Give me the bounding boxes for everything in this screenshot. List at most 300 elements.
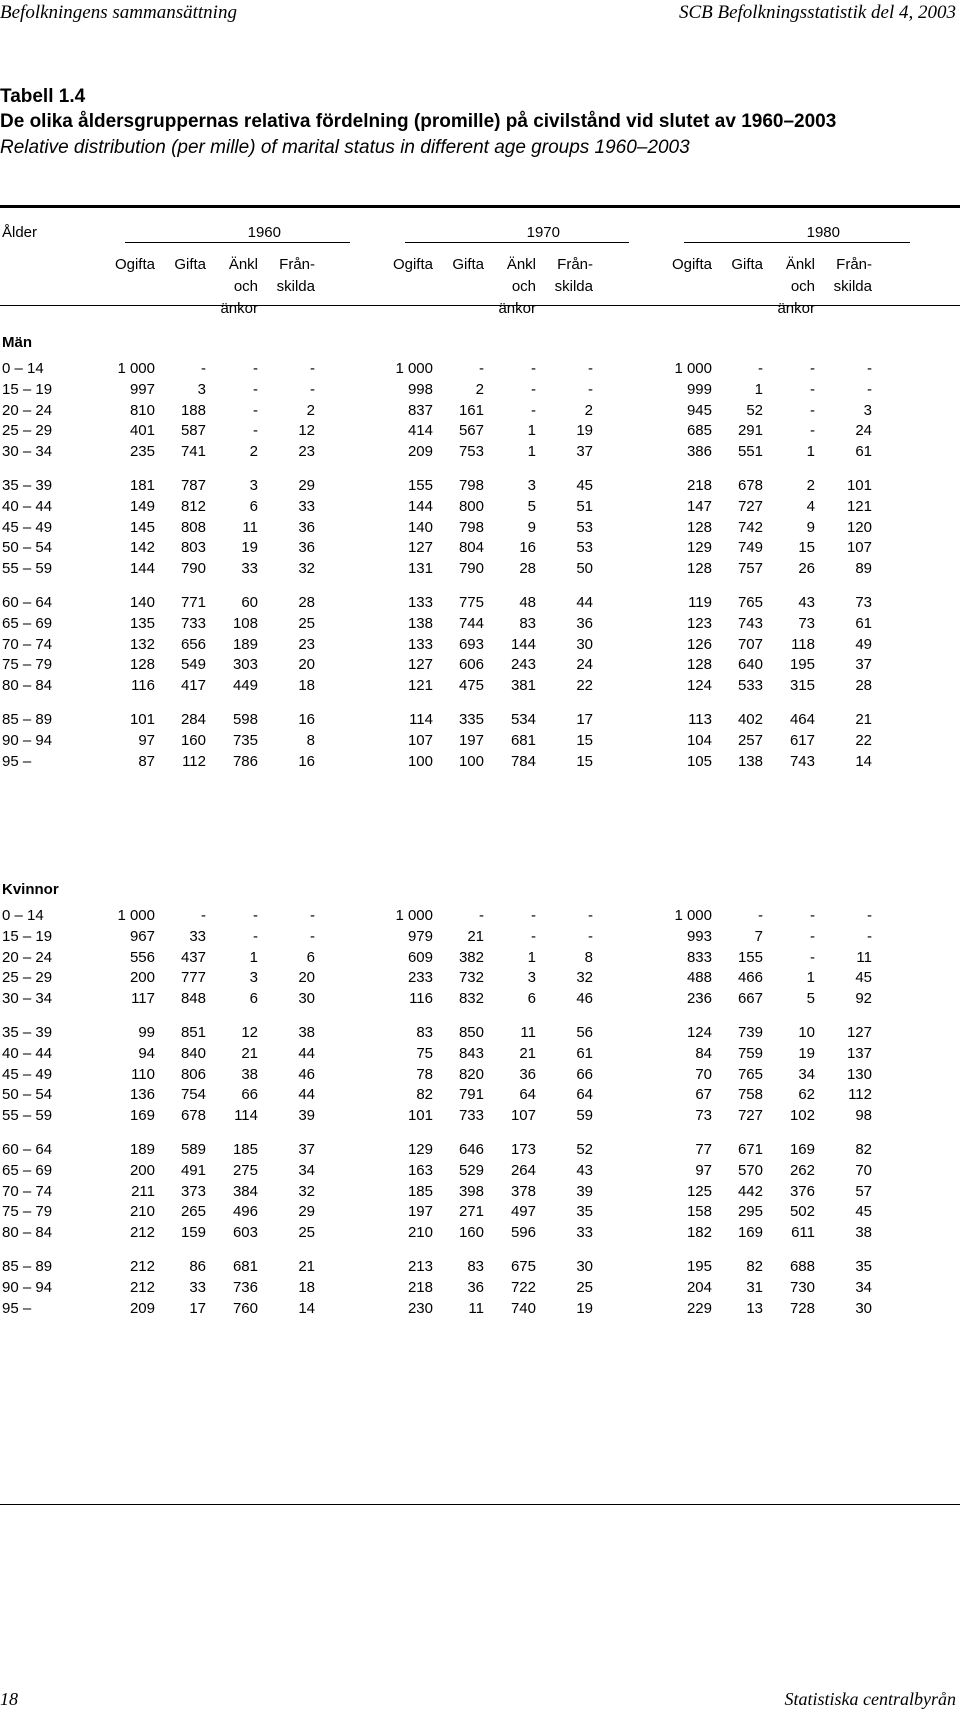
table-cell: -: [810, 907, 815, 924]
age-group-label: 20 – 24: [2, 949, 53, 966]
table-cell: 787: [180, 477, 206, 494]
table-cell: 48: [519, 594, 536, 611]
age-group-label: 60 – 64: [2, 594, 53, 611]
table-cell: 107: [510, 1107, 536, 1124]
table-cell: 235: [129, 443, 155, 460]
age-group-label: 85 – 89: [2, 711, 53, 728]
year-span-rule: [405, 242, 629, 243]
table-cell: 37: [855, 656, 872, 673]
table-cell: 18: [298, 1279, 315, 1296]
table-cell: 18: [298, 677, 315, 694]
table-cell: -: [201, 360, 206, 377]
column-header: Ogifta: [671, 256, 712, 273]
table-cell: 140: [407, 519, 433, 536]
age-group-label: 15 – 19: [2, 381, 53, 398]
table-cell: 13: [746, 1300, 763, 1317]
table-cell: 804: [458, 539, 484, 556]
table-cell: 128: [686, 560, 712, 577]
table-cell: 3: [527, 477, 536, 494]
table-cell: 681: [232, 1258, 258, 1275]
age-group-label: 40 – 44: [2, 498, 53, 515]
table-cell: 94: [138, 1045, 155, 1062]
table-cell: 12: [241, 1024, 258, 1041]
column-header: Änkl och änkor: [777, 256, 815, 317]
table-cell: 798: [458, 519, 484, 536]
table-cell: 533: [737, 677, 763, 694]
table-cell: 16: [298, 753, 315, 770]
year-header: 1970: [526, 224, 560, 241]
table-cell: 812: [180, 498, 206, 515]
section-title: Kvinnor: [2, 881, 59, 898]
column-header: Ogifta: [392, 256, 433, 273]
table-cell: 181: [129, 477, 155, 494]
table-cell: 212: [129, 1258, 155, 1275]
table-cell: 161: [458, 402, 484, 419]
table-cell: 83: [519, 615, 536, 632]
table-cell: -: [867, 360, 872, 377]
age-group-label: 65 – 69: [2, 615, 53, 632]
table-cell: 99: [138, 1024, 155, 1041]
table-cell: 197: [407, 1203, 433, 1220]
table-cell: 21: [519, 1045, 536, 1062]
table-cell: 136: [129, 1086, 155, 1103]
table-cell: 36: [576, 615, 593, 632]
table-cell: 32: [576, 969, 593, 986]
age-group-label: 80 – 84: [2, 1224, 53, 1241]
table-cell: 87: [138, 753, 155, 770]
table-cell: 163: [407, 1162, 433, 1179]
table-cell: 382: [458, 949, 484, 966]
table-cell: 23: [298, 636, 315, 653]
table-cell: 195: [686, 1258, 712, 1275]
table-cell: 17: [576, 711, 593, 728]
table-cell: 160: [458, 1224, 484, 1241]
table-cell: 754: [180, 1086, 206, 1103]
table-cell: 617: [789, 732, 815, 749]
table-cell: 39: [576, 1183, 593, 1200]
table-cell: 26: [798, 560, 815, 577]
table-cell: 596: [510, 1224, 536, 1241]
table-cell: 158: [686, 1203, 712, 1220]
table-cell: 11: [520, 1024, 536, 1041]
table-cell: 51: [576, 498, 593, 515]
table-cell: 14: [855, 753, 872, 770]
table-cell: 1: [527, 949, 536, 966]
table-cell: 100: [458, 753, 484, 770]
table-cell: 138: [737, 753, 763, 770]
column-header: Gifta: [452, 256, 484, 273]
table-cell: -: [253, 928, 258, 945]
table-cell: 32: [298, 560, 315, 577]
table-cell: 188: [180, 402, 206, 419]
table-cell: -: [588, 928, 593, 945]
table-cell: 466: [737, 969, 763, 986]
table-cell: 848: [180, 990, 206, 1007]
table-cell: 646: [458, 1141, 484, 1158]
table-cell: -: [810, 402, 815, 419]
table-cell: -: [253, 422, 258, 439]
table-cell: 160: [180, 732, 206, 749]
table-cell: 442: [737, 1183, 763, 1200]
table-cell: 34: [298, 1162, 315, 1179]
table-cell: 107: [407, 732, 433, 749]
table-cell: 999: [686, 381, 712, 398]
table-cell: 213: [407, 1258, 433, 1275]
table-cell: 124: [686, 1024, 712, 1041]
table-cell: 36: [467, 1279, 484, 1296]
table-cell: 7: [754, 928, 763, 945]
table-cell: 102: [789, 1107, 815, 1124]
age-group-label: 45 – 49: [2, 519, 53, 536]
table-cell: 38: [241, 1066, 258, 1083]
table-cell: 417: [180, 677, 206, 694]
table-cell: 21: [241, 1045, 258, 1062]
table-cell: 44: [298, 1086, 315, 1103]
table-cell: 30: [855, 1300, 872, 1317]
table-cell: 3: [527, 969, 536, 986]
table-cell: 159: [180, 1224, 206, 1241]
table-cell: 10: [798, 1024, 815, 1041]
table-cell: 5: [527, 498, 536, 515]
table-cell: 218: [407, 1279, 433, 1296]
table-cell: 733: [458, 1107, 484, 1124]
table-cell: 678: [737, 477, 763, 494]
table-cell: 125: [686, 1183, 712, 1200]
table-cell: 28: [298, 594, 315, 611]
table-cell: 89: [855, 560, 872, 577]
table-cell: 233: [407, 969, 433, 986]
table-cell: 38: [855, 1224, 872, 1241]
table-cell: 832: [458, 990, 484, 1007]
table-cell: 3: [249, 969, 258, 986]
table-cell: 44: [298, 1045, 315, 1062]
table-cell: 38: [298, 1024, 315, 1041]
table-cell: 200: [129, 1162, 155, 1179]
table-cell: 790: [458, 560, 484, 577]
column-header: Ogifta: [114, 256, 155, 273]
age-group-label: 50 – 54: [2, 539, 53, 556]
table-cell: 291: [737, 422, 763, 439]
table-cell: -: [253, 360, 258, 377]
table-cell: 945: [686, 402, 712, 419]
table-cell: 488: [686, 969, 712, 986]
year-span-rule: [125, 242, 350, 243]
table-cell: 78: [416, 1066, 433, 1083]
table-cell: 20: [298, 969, 315, 986]
table-cell: 743: [737, 615, 763, 632]
table-cell: 749: [737, 539, 763, 556]
table-cell: -: [479, 907, 484, 924]
table-cell: 30: [576, 1258, 593, 1275]
age-group-label: 15 – 19: [2, 928, 53, 945]
table-cell: 52: [746, 402, 763, 419]
table-cell: 786: [232, 753, 258, 770]
table-cell: -: [531, 928, 536, 945]
table-cell: 64: [576, 1086, 593, 1103]
page-header: [0, 0, 960, 34]
table-cell: 534: [510, 711, 536, 728]
table-cell: 31: [746, 1279, 763, 1296]
table-cell: 200: [129, 969, 155, 986]
table-cell: 49: [855, 636, 872, 653]
table-cell: 243: [510, 656, 536, 673]
table-cell: 688: [789, 1258, 815, 1275]
table-cell: 25: [576, 1279, 593, 1296]
year-header: 1960: [247, 224, 281, 241]
table-cell: 189: [129, 1141, 155, 1158]
table-cell: 378: [510, 1183, 536, 1200]
table-cell: 6: [306, 949, 315, 966]
table-cell: 133: [407, 636, 433, 653]
table-cell: 22: [576, 677, 593, 694]
table-cell: 384: [232, 1183, 258, 1200]
table-cell: 775: [458, 594, 484, 611]
table-cell: 707: [737, 636, 763, 653]
table-cell: 169: [789, 1141, 815, 1158]
page-number: 18: [0, 1689, 18, 1709]
header-publication: SCB Befolkningsstatistik del 4, 2003: [678, 2, 956, 23]
column-header: Gifta: [174, 256, 206, 273]
table-cell: 496: [232, 1203, 258, 1220]
age-group-label: 65 – 69: [2, 1162, 53, 1179]
table-cell: -: [310, 907, 315, 924]
table-cell: 739: [737, 1024, 763, 1041]
table-cell: 771: [180, 594, 206, 611]
table-cell: 229: [686, 1300, 712, 1317]
table-cell: 611: [791, 1224, 815, 1241]
table-cell: 449: [232, 677, 258, 694]
age-group-label: 90 – 94: [2, 732, 53, 749]
table-cell: 34: [855, 1279, 872, 1296]
table-cell: 25: [298, 615, 315, 632]
table-cell: 147: [686, 498, 712, 515]
table-cell: 1: [527, 422, 536, 439]
table-title-block: [0, 86, 960, 159]
table-cell: 753: [458, 443, 484, 460]
table-cell: 230: [407, 1300, 433, 1317]
table-cell: 820: [458, 1066, 484, 1083]
table-cell: 116: [131, 677, 155, 694]
table-cell: 64: [519, 1086, 536, 1103]
table-cell: 46: [576, 990, 593, 1007]
table-cell: 135: [129, 615, 155, 632]
table-cell: 25: [298, 1224, 315, 1241]
table-cell: 212: [129, 1279, 155, 1296]
column-header: Änkl och änkor: [220, 256, 258, 317]
table-cell: 67: [695, 1086, 712, 1103]
table-cell: 257: [737, 732, 763, 749]
table-cell: 271: [458, 1203, 484, 1220]
table-cell: 730: [789, 1279, 815, 1296]
table-cell: -: [253, 402, 258, 419]
table-cell: 6: [249, 498, 258, 515]
table-cell: -: [810, 928, 815, 945]
table-cell: 142: [129, 539, 155, 556]
table-cell: 784: [510, 753, 536, 770]
age-column-header: Ålder: [2, 224, 38, 241]
table-cell: 155: [737, 949, 763, 966]
table-cell: 37: [576, 443, 593, 460]
table-cell: 197: [458, 732, 484, 749]
age-group-label: 95 –: [2, 753, 32, 770]
table-cell: 15: [576, 753, 593, 770]
table-cell: 92: [855, 990, 872, 1007]
age-group-label: 55 – 59: [2, 1107, 53, 1124]
table-cell: -: [479, 360, 484, 377]
table-cell: 185: [407, 1183, 433, 1200]
table-cell: 1: [806, 969, 815, 986]
age-group-label: 0 – 14: [2, 907, 44, 924]
table-cell: 236: [686, 990, 712, 1007]
table-cell: 401: [129, 422, 155, 439]
table-cell: 20: [298, 656, 315, 673]
age-group-label: 35 – 39: [2, 1024, 53, 1041]
table-cell: 8: [306, 732, 315, 749]
table-cell: 806: [180, 1066, 206, 1083]
age-group-label: 90 – 94: [2, 1279, 53, 1296]
age-group-label: 75 – 79: [2, 1203, 53, 1220]
table-cell: 82: [746, 1258, 763, 1275]
table-cell: 83: [416, 1024, 433, 1041]
table-cell: 70: [855, 1162, 872, 1179]
table-cell: 112: [848, 1086, 872, 1103]
table-cell: 790: [180, 560, 206, 577]
table-cell: 1: [527, 443, 536, 460]
table-cell: 265: [180, 1203, 206, 1220]
table-cell: 218: [686, 477, 712, 494]
table-cell: 993: [686, 928, 712, 945]
table-cell: 491: [180, 1162, 206, 1179]
table-title-english: Relative distribution (per mille) of marital status in different age groups 1960–2003: [0, 137, 690, 158]
table-cell: 133: [407, 594, 433, 611]
footer-publisher: Statistiska centralbyrån: [784, 1689, 956, 1709]
table-cell: 126: [686, 636, 712, 653]
table-cell: -: [531, 360, 536, 377]
table-cell: 129: [407, 1141, 433, 1158]
table-cell: 19: [798, 1045, 815, 1062]
table-cell: 678: [180, 1107, 206, 1124]
table-cell: 24: [855, 422, 872, 439]
table-cell: 757: [737, 560, 763, 577]
table-cell: 35: [855, 1258, 872, 1275]
table-cell: 112: [182, 753, 206, 770]
age-group-label: 30 – 34: [2, 990, 53, 1007]
table-cell: 189: [232, 636, 258, 653]
table-cell: 37: [298, 1141, 315, 1158]
table-cell: 33: [298, 498, 315, 515]
table-cell: 743: [789, 753, 815, 770]
age-group-label: 30 – 34: [2, 443, 53, 460]
table-cell: 24: [576, 656, 593, 673]
table-cell: 727: [737, 1107, 763, 1124]
table-cell: 28: [855, 677, 872, 694]
table-cell: 97: [138, 732, 155, 749]
table-cell: 110: [131, 1066, 155, 1083]
table-cell: 589: [180, 1141, 206, 1158]
table-cell: 765: [737, 594, 763, 611]
age-group-label: 35 – 39: [2, 477, 53, 494]
table-cell: 998: [407, 381, 433, 398]
table-cell: 2: [806, 477, 815, 494]
table-top-rule: [0, 205, 960, 208]
table-cell: 837: [407, 402, 433, 419]
table-cell: 19: [576, 422, 593, 439]
table-cell: 693: [458, 636, 484, 653]
table-cell: 14: [298, 1300, 315, 1317]
table-cell: 140: [129, 594, 155, 611]
table-cell: 61: [855, 615, 872, 632]
table-cell: 685: [686, 422, 712, 439]
table-cell: 83: [467, 1258, 484, 1275]
table-cell: 121: [407, 677, 433, 694]
table-cell: -: [588, 381, 593, 398]
table-cell: 800: [458, 498, 484, 515]
table-cell: 1 000: [117, 907, 155, 924]
table-cell: 182: [686, 1224, 712, 1241]
table-cell: 640: [737, 656, 763, 673]
table-cell: 464: [789, 711, 815, 728]
table-cell: 45: [576, 477, 593, 494]
table-cell: 376: [789, 1183, 815, 1200]
column-header: Från- skilda: [276, 256, 315, 295]
table-cell: 138: [407, 615, 433, 632]
table-cell: 210: [129, 1203, 155, 1220]
table-cell: 8: [584, 949, 593, 966]
age-group-label: 25 – 29: [2, 969, 53, 986]
table-cell: 114: [234, 1107, 258, 1124]
table-cell: -: [310, 360, 315, 377]
table-cell: 3: [863, 402, 872, 419]
table-cell: 128: [129, 656, 155, 673]
table-cell: 997: [129, 381, 155, 398]
table-cell: 12: [298, 422, 315, 439]
table-cell: 759: [737, 1045, 763, 1062]
table-cell: 116: [409, 990, 433, 1007]
table-cell: 414: [407, 422, 433, 439]
table-title-swedish: De olika åldersgruppernas relativa fördelning (promille) på civilstånd vid slutet av 1960–2003: [0, 111, 837, 132]
table-cell: 556: [129, 949, 155, 966]
table-cell: 21: [298, 1258, 315, 1275]
table-cell: 73: [798, 615, 815, 632]
table-cell: 335: [458, 711, 484, 728]
table-cell: 6: [527, 990, 536, 1007]
table-cell: 1: [806, 443, 815, 460]
table-cell: 59: [576, 1107, 593, 1124]
table-cell: 97: [695, 1162, 712, 1179]
table-cell: 398: [458, 1183, 484, 1200]
table-cell: 303: [232, 656, 258, 673]
table-cell: 209: [407, 443, 433, 460]
table-cell: 39: [298, 1107, 315, 1124]
table-cell: 502: [789, 1203, 815, 1220]
table-cell: 173: [510, 1141, 536, 1158]
table-cell: 36: [298, 539, 315, 556]
table-cell: 21: [467, 928, 484, 945]
table-cell: 113: [688, 711, 712, 728]
table-cell: 33: [189, 1279, 206, 1296]
table-cell: 77: [695, 1141, 712, 1158]
table-cell: 60: [241, 594, 258, 611]
table-cell: 169: [129, 1107, 155, 1124]
table-cell: 284: [180, 711, 206, 728]
table-cell: 979: [407, 928, 433, 945]
table-cell: 598: [232, 711, 258, 728]
table-cell: 86: [189, 1258, 206, 1275]
table-cell: 35: [576, 1203, 593, 1220]
table-cell: 810: [129, 402, 155, 419]
table-cell: -: [810, 949, 815, 966]
table-cell: 264: [510, 1162, 536, 1179]
